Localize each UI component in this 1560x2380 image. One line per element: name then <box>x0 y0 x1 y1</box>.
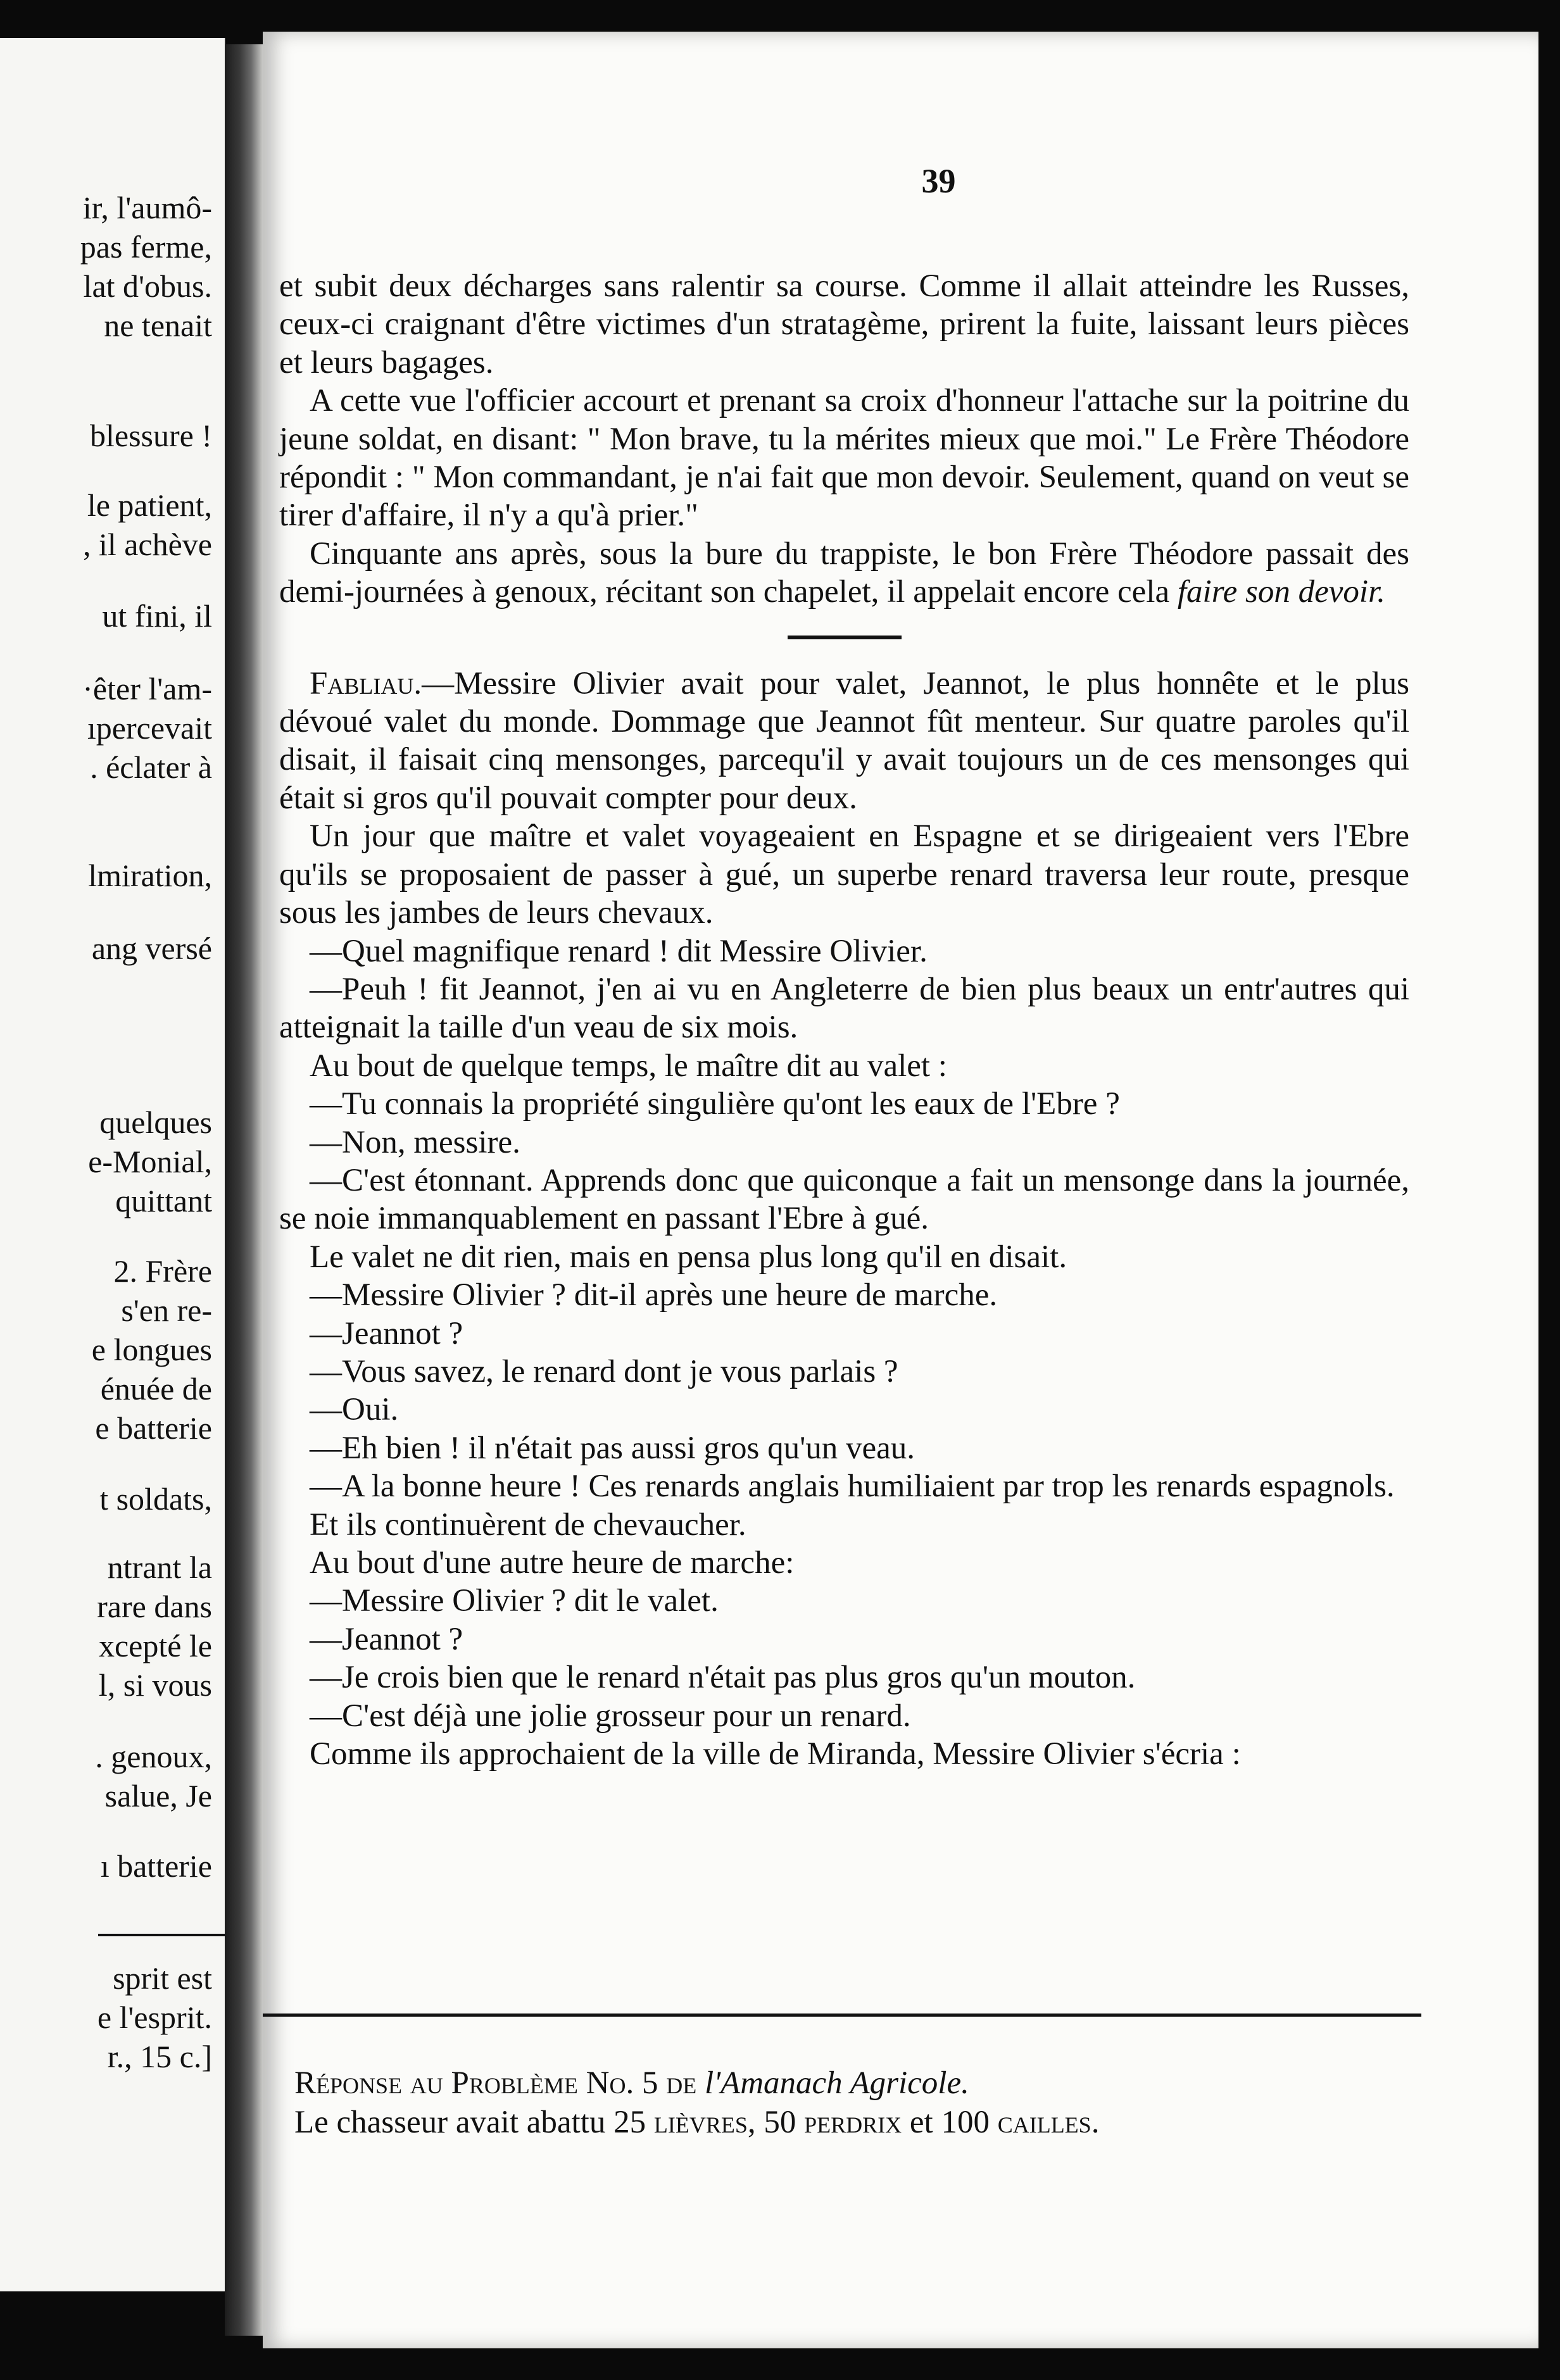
left-page-line: ı batterie <box>100 1848 212 1884</box>
footnote-text-a: Le chasseur avait abattu 25 <box>294 2105 654 2140</box>
footnote-line-1 <box>294 2064 1409 2103</box>
body-text <box>279 267 1409 1773</box>
left-page-line: xcepté le <box>98 1628 212 1663</box>
footnote-rule <box>263 2014 1421 2017</box>
left-page-line: e l'esprit. <box>97 2000 212 2035</box>
left-page-line: . éclater à <box>90 749 212 785</box>
fabliau-paragraph-21: —C'est déjà une jolie grosseur pour un renard. <box>310 1698 911 1734</box>
left-page-line: blessure ! <box>90 418 212 453</box>
fabliau-heading: Fabliau. <box>310 665 422 701</box>
fabliau-paragraph-19: —Jeannot ? <box>310 1621 463 1657</box>
fabliau-paragraph-2: Un jour que maître et valet voyageaient en Espagne et se dirigeaient vers l'Ebre qu'ils se proposaient de passer à gué, un superbe renard traversa leur route, presque sous les jambes de leurs chevaux. <box>279 818 1409 931</box>
footnote-text-e: et 100 <box>902 2105 998 2140</box>
fabliau-paragraph-4: —Peuh ! fit Jeannot, j'en ai vu en Angleterre de bien plus beaux un entr'autres qui atteignait la taille d'un veau de six mois. <box>279 971 1409 1046</box>
story-paragraph-1: et subit deux décharges sans ralentir sa course. Comme il allait atteindre les Russes, ceux-ci craignant d'être victimes d'un stratagème, prirent la fuite, laissant leurs pièces et leurs bagages. <box>279 268 1409 380</box>
left-facing-page <box>0 38 226 2291</box>
fabliau-paragraph-20: —Je crois bien que le renard n'était pas plus gros qu'un mouton. <box>310 1660 1136 1696</box>
left-page-line: ne tenait <box>104 308 212 343</box>
left-page-line: ut fini, il <box>102 598 212 634</box>
footnote-text-c: , 50 <box>747 2105 805 2140</box>
left-page-line: pas ferme, <box>80 229 212 265</box>
page-number: 39 <box>921 162 956 200</box>
footnote-perdrix: perdrix <box>804 2105 902 2140</box>
footnote-line-2 <box>294 2103 1409 2142</box>
left-page-line: e batterie <box>95 1410 212 1446</box>
left-page-line: ·êter l'am- <box>82 671 212 706</box>
footnote-heading: Réponse au Problème No. 5 de <box>294 2065 705 2101</box>
fabliau-paragraph-6: —Tu connais la propriété singulière qu'ont les eaux de l'Ebre ? <box>310 1086 1120 1122</box>
left-page-line: ıpercevait <box>87 710 212 746</box>
story-paragraph-2: A cette vue l'officier accourt et prenant sa croix d'honneur l'attache sur la poitrine du jeune soldat, en disant: " Mon brave, tu la mérites mieux que moi." Le Frère Théodore répondit : " Mon commandant, je n'ai fait que mon devoir. Seulement, quand on veut se tirer d'affaire, il n'y a qu'à prier." <box>279 383 1409 534</box>
story-paragraph-3-text: Cinquante ans après, sous la bure du trappiste, le bon Frère Théodore passait des demi-journées à genoux, récitant son chapelet, il appelait encore cela <box>279 536 1409 610</box>
fabliau-paragraph-12: —Vous savez, le renard dont je vous parlais ? <box>310 1353 898 1389</box>
section-divider <box>788 636 902 639</box>
left-page-line: le patient, <box>87 487 212 523</box>
fabliau-paragraph-1-text: —Messire Olivier avait pour valet, Jeannot, le plus honnête et le plus dévoué valet du monde. Dommage que Jeannot fût menteur. Sur quatre paroles qu'il disait, il faisait cinq mensonges, parcequ'il y avait toujours un de ces mensonges qui était si gros qu'il pouvait compter pour deux. <box>279 665 1409 816</box>
left-page-line: rare dans <box>97 1589 212 1624</box>
left-page-line: 2. Frère <box>113 1253 212 1289</box>
fabliau-paragraph-16: Et ils continuèrent de chevaucher. <box>310 1506 746 1543</box>
fabliau-paragraph-9: Le valet ne dit rien, mais en pensa plus long qu'il en disait. <box>310 1239 1067 1275</box>
fabliau-paragraph-10: —Messire Olivier ? dit-il après une heure de marche. <box>310 1277 998 1313</box>
fabliau-paragraph-11: —Jeannot ? <box>310 1315 463 1351</box>
fabliau-paragraph-7: —Non, messire. <box>310 1124 520 1160</box>
left-page-line: r., 15 c.] <box>107 2039 212 2074</box>
left-page-line: quittant <box>115 1183 212 1218</box>
left-page-line: e longues <box>91 1332 212 1367</box>
story-paragraph-3-italic: faire son devoir. <box>1177 574 1386 610</box>
left-page-line: énuée de <box>100 1371 212 1406</box>
fabliau-paragraph-8: —C'est étonnant. Apprends donc que quiconque a fait un mensonge dans la journée, se noie immanquablement en passant l'Ebre à gué. <box>279 1162 1409 1237</box>
fabliau-paragraph-18: —Messire Olivier ? dit le valet. <box>310 1583 719 1619</box>
left-page-line: , il achève <box>82 527 212 562</box>
left-page-line: ntrant la <box>107 1550 212 1585</box>
left-page-rule <box>98 1934 225 1936</box>
left-page-line: ang versé <box>91 930 212 966</box>
fabliau-paragraph-13: —Oui. <box>310 1392 399 1428</box>
fabliau-paragraph-14: —Eh bien ! il n'était pas aussi gros qu'un veau. <box>310 1430 915 1466</box>
footnote-cailles: cailles. <box>997 2105 1100 2140</box>
left-page-line: . genoux, <box>95 1739 212 1774</box>
left-page-line: salue, Je <box>104 1778 212 1813</box>
fabliau-paragraph-5: Au bout de quelque temps, le maître dit au valet : <box>310 1048 947 1084</box>
left-page-line: lmiration, <box>88 858 212 893</box>
fabliau-paragraph-17: Au bout d'une autre heure de marche: <box>310 1545 795 1581</box>
footnote-almanac-title: l'Amanach Agricole. <box>704 2065 969 2101</box>
right-page <box>263 32 1538 2348</box>
left-page-line: e-Monial, <box>88 1144 212 1179</box>
left-page-line: l, si vous <box>98 1667 212 1703</box>
footnote-lievres: lièvres <box>653 2105 748 2140</box>
fabliau-paragraph-1 <box>279 665 1409 818</box>
fabliau-paragraph-22: Comme ils approchaient de la ville de Miranda, Messire Olivier s'écria : <box>310 1736 1241 1772</box>
footnote <box>294 2064 1409 2142</box>
left-page-line: ir, l'aumô- <box>82 190 212 225</box>
fabliau-paragraph-15: —A la bonne heure ! Ces renards anglais humiliaient par trop les renards espagnols. <box>310 1469 1395 1505</box>
left-page-line: s'en re- <box>121 1293 212 1328</box>
left-page-line: t soldats, <box>99 1481 212 1517</box>
fabliau-paragraph-3: —Quel magnifique renard ! dit Messire Olivier. <box>310 933 928 969</box>
left-page-line: lat d'obus. <box>83 268 212 304</box>
story-paragraph-3 <box>279 535 1409 611</box>
left-page-line: quelques <box>99 1105 212 1140</box>
left-page-line: sprit est <box>113 1960 212 1996</box>
book-gutter <box>225 44 263 2336</box>
